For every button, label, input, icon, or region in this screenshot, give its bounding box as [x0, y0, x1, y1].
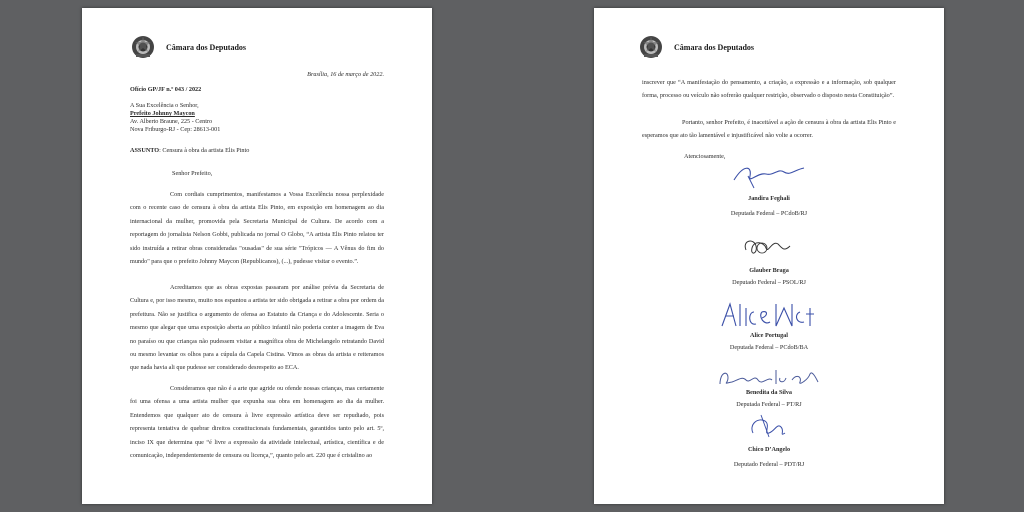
signatory-name: Chico D’Angelo — [747, 446, 791, 453]
signatory-name: Benedita da Silva — [745, 389, 793, 396]
subject-label: ASSUNTO — [130, 147, 160, 154]
document-page-2 — [594, 8, 944, 504]
subject-line — [130, 148, 249, 154]
signature-chico — [594, 411, 944, 441]
coat-of-arms-icon — [638, 34, 664, 60]
signature-alice — [594, 298, 944, 332]
greeting: Senhor Prefeito, — [172, 170, 213, 177]
signatory-role: Deputada Federal – PCdoB/RJ — [730, 210, 808, 217]
chamber-name: Câmara dos Deputados — [674, 42, 755, 52]
signatory-role: Deputada Federal – PT/RJ — [736, 401, 802, 408]
signatory-name: Alice Portugal — [750, 332, 788, 339]
addressee-address-2: Nova Friburgo-RJ - Cep: 28613-001 — [130, 126, 221, 133]
signatory-name: Glauber Braga — [749, 267, 789, 274]
addressee-name: Prefeito Johnny Maycon — [130, 110, 195, 117]
handwritten-signature-icon — [714, 364, 824, 392]
handwritten-signature-icon — [724, 162, 814, 190]
paragraph-conclusion: Portanto, senhor Prefeito, é inaceitável a ação de censura à obra da artista Elis Pinto e esperamos que ato tão lamentável e injustificável não volte a ocorrer. — [642, 119, 896, 140]
closing: Atenciosamente, — [684, 153, 726, 160]
paragraph-continued: inscrever que “A manifestação do pensamento, a criação, a expressão e a informação, sob qualquer forma, processo ou veículo não sofrerão qualquer restrição, observado o disposto nesta Constituição”. — [642, 79, 896, 100]
letter-date: Brasília, 16 de março de 2022. — [307, 71, 384, 78]
letterhead — [130, 34, 246, 60]
letter-reference: Ofício GP/JF n.º 043 / 2022 — [130, 86, 202, 93]
letterhead — [638, 34, 754, 60]
addressee-address-1: Av. Alberto Braune, 225 - Centro — [130, 118, 213, 125]
signature-jandira — [594, 162, 944, 190]
handwritten-signature-icon — [739, 411, 799, 441]
paragraph-2: Acreditamos que as obras expostas passaram por análise prévia da Secretaria de Cultura e, por isso mesmo, muito nos espantou a artista ter sido obrigada a retirar a obra por ordem da prefeitura. Não se justifica o argumento de ofensa ao Estatuto da Criança e do Adolescente. Seria o mesmo que alegar que uma exposição aberta ao público infantil não poderia conter a imagem de Eva no paraíso ou que crianças não pudessem visitar a magnífica obra de Michelangelo retratando David ou mesmo levantar os olhos para a cúpula da Capela Cistina. Vimos as obras da artista e reiteramos que nada havia ali que pudesse ser considerado desrespeito ao ECA. — [130, 284, 384, 372]
paragraph-3: Consideramos que não é a arte que agride ou ofende nossas crianças, mas certamente foi uma ofensa a uma artista mulher que expunha sua obra em homenagem ao dia da mulher. Entendemos que qualquer ato de censura à livre expressão artística deve ser repudiado, pois representa tentativa de quebrar direitos constitucionais fundamentais, garantidos tanto pelo art. 5º, inciso IX que determina que “é livre a expressão da atividade intelectual, artística, científica e de comunicação, independentemente de censura ou licença,”, quanto pelo art. 220 que é cristalino ao — [130, 385, 384, 460]
signatory-role: Deputada Federal – PCdoB/BA — [729, 344, 809, 351]
handwritten-signature-icon — [724, 234, 814, 262]
paragraph-1: Com cordiais cumprimentos, manifestamos a Vossa Excelência nossa perplexidade com o recente caso de censura à obra da artista Elis Pinto, em exposição em homenagem ao dia internacional da mulher, promovida pela Secretaria Municipal de Cultura. De acordo com a reportagem do jornalista Nelson Gobbi, publicada no jornal O Globo, “A artista Elis Pinto relatou ter sido instruída a retirar obras consideradas "ousadas" de sua série "Trópicos — A Vênus do fim do mundo" para que o prefeito Johnny Maycon (Republicanos), (...), pudesse visitar o evento.”. — [130, 191, 384, 266]
signature-benedita — [594, 364, 944, 392]
chamber-name: Câmara dos Deputados — [166, 42, 247, 52]
coat-of-arms-icon — [130, 34, 156, 60]
document-page-1 — [82, 8, 432, 504]
signature-glauber — [594, 234, 944, 262]
handwritten-signature-icon — [714, 298, 824, 332]
subject-text: : Censura à obra da artista Elis Pinto — [159, 147, 250, 154]
signatory-role: Deputado Federal – PDT/RJ — [733, 461, 805, 468]
signatory-role: Deputado Federal – PSOL/RJ — [732, 279, 806, 286]
addressee-line: A Sua Excelência o Senhor, — [130, 102, 199, 109]
signatory-name: Jandira Feghali — [748, 195, 790, 202]
